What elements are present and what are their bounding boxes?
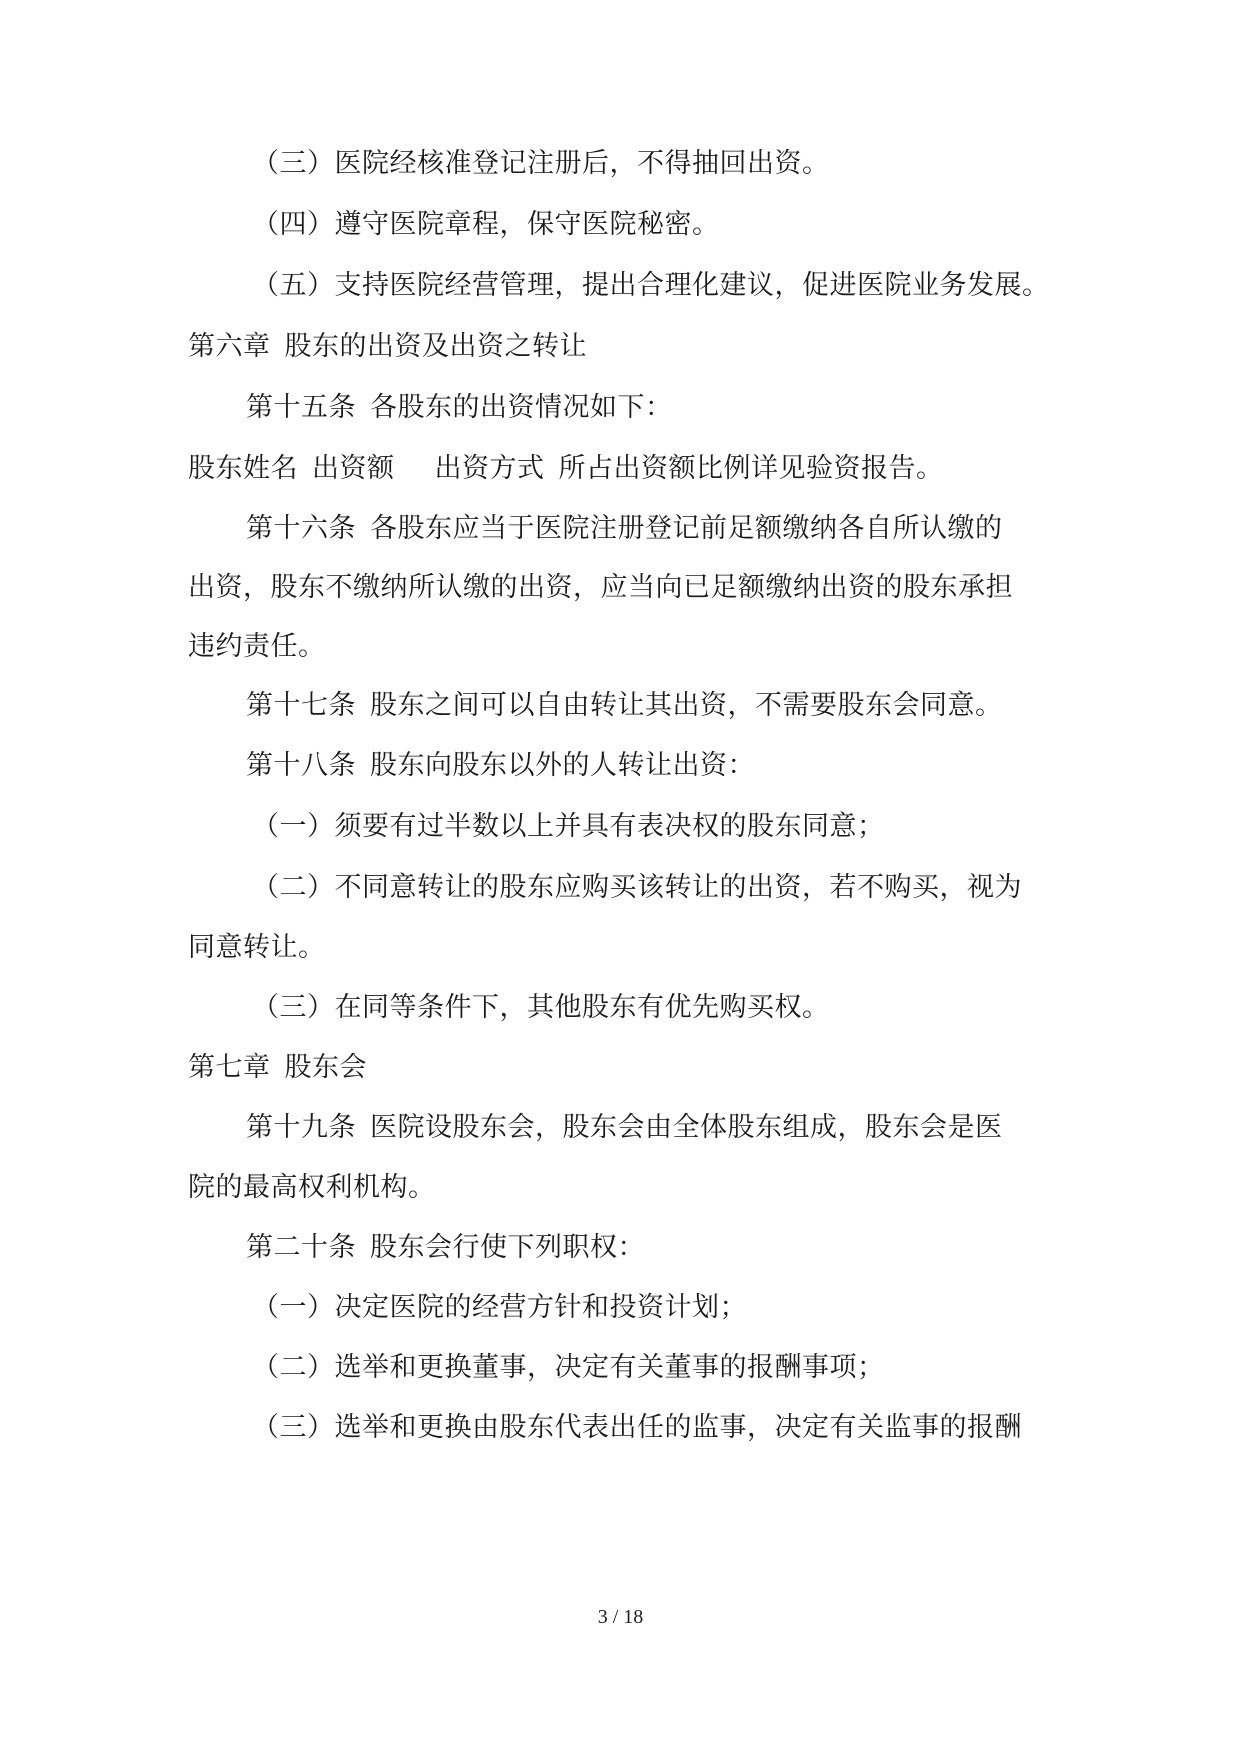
paragraph-line: （四）遵守医院章程，保守医院秘密。 bbox=[252, 209, 720, 240]
article-text: 股东之间可以自由转让其出资，不需要股东会同意。 bbox=[370, 690, 1003, 721]
column-contribution-amount: 出资额 bbox=[312, 453, 395, 484]
column-ratio-note: 所占出资额比例详见验资报告。 bbox=[558, 453, 944, 484]
article-line bbox=[246, 1230, 645, 1266]
article-number: 第十八条 bbox=[246, 750, 356, 781]
page-number: 3 / 18 bbox=[597, 1606, 644, 1628]
article-line bbox=[246, 511, 1003, 547]
article-number: 第十七条 bbox=[246, 690, 356, 721]
paragraph-line: 违约责任。 bbox=[188, 631, 326, 662]
column-shareholder-name: 股东姓名 bbox=[188, 453, 298, 484]
paragraph-line: （一）须要有过半数以上并具有表决权的股东同意； bbox=[252, 811, 885, 842]
paragraph-line: （三）选举和更换由股东代表出任的监事，决定有关监事的报酬 bbox=[252, 1412, 1022, 1443]
chapter-title: 股东会 bbox=[284, 1052, 367, 1083]
article-line bbox=[246, 390, 673, 426]
article-text: 各股东应当于医院注册登记前足额缴纳各自所认缴的 bbox=[370, 513, 1003, 544]
article-text: 医院设股东会，股东会由全体股东组成，股东会是医 bbox=[370, 1112, 1003, 1143]
chapter-heading bbox=[188, 329, 587, 365]
paragraph-line: （三）在同等条件下，其他股东有优先购买权。 bbox=[252, 992, 830, 1023]
article-text: 各股东的出资情况如下： bbox=[370, 392, 673, 423]
article-number: 第十九条 bbox=[246, 1112, 356, 1143]
article-text: 股东向股东以外的人转让出资： bbox=[370, 750, 755, 781]
article-line bbox=[246, 1110, 1003, 1146]
article-line bbox=[246, 688, 1003, 724]
paragraph-line: 院的最高权利机构。 bbox=[188, 1172, 436, 1203]
chapter-number: 第七章 bbox=[188, 1052, 271, 1083]
column-contribution-method: 出资方式 bbox=[434, 453, 545, 484]
article-number: 第十六条 bbox=[246, 513, 356, 544]
paragraph-line: （二）不同意转让的股东应购买该转让的出资，若不购买，视为 bbox=[252, 872, 1022, 903]
article-line bbox=[246, 748, 755, 784]
paragraph-line: 出资，股东不缴纳所认缴的出资，应当向已足额缴纳出资的股东承担 bbox=[188, 572, 1013, 603]
chapter-heading bbox=[188, 1050, 367, 1086]
paragraph-line: 同意转让。 bbox=[188, 932, 326, 963]
chapter-number: 第六章 bbox=[188, 331, 271, 362]
paragraph-line: （五）支持医院经营管理，提出合理化建议，促进医院业务发展。 bbox=[252, 270, 1050, 301]
shareholder-table-header bbox=[188, 451, 944, 487]
chapter-title: 股东的出资及出资之转让 bbox=[284, 331, 587, 362]
paragraph-line: （三）医院经核准登记注册后，不得抽回出资。 bbox=[252, 148, 830, 179]
article-number: 第十五条 bbox=[246, 392, 356, 423]
paragraph-line: （二）选举和更换董事，决定有关董事的报酬事项； bbox=[252, 1352, 885, 1383]
paragraph-line: （一）决定医院的经营方针和投资计划； bbox=[252, 1292, 747, 1323]
article-number: 第二十条 bbox=[246, 1232, 356, 1263]
article-text: 股东会行使下列职权： bbox=[370, 1232, 645, 1263]
